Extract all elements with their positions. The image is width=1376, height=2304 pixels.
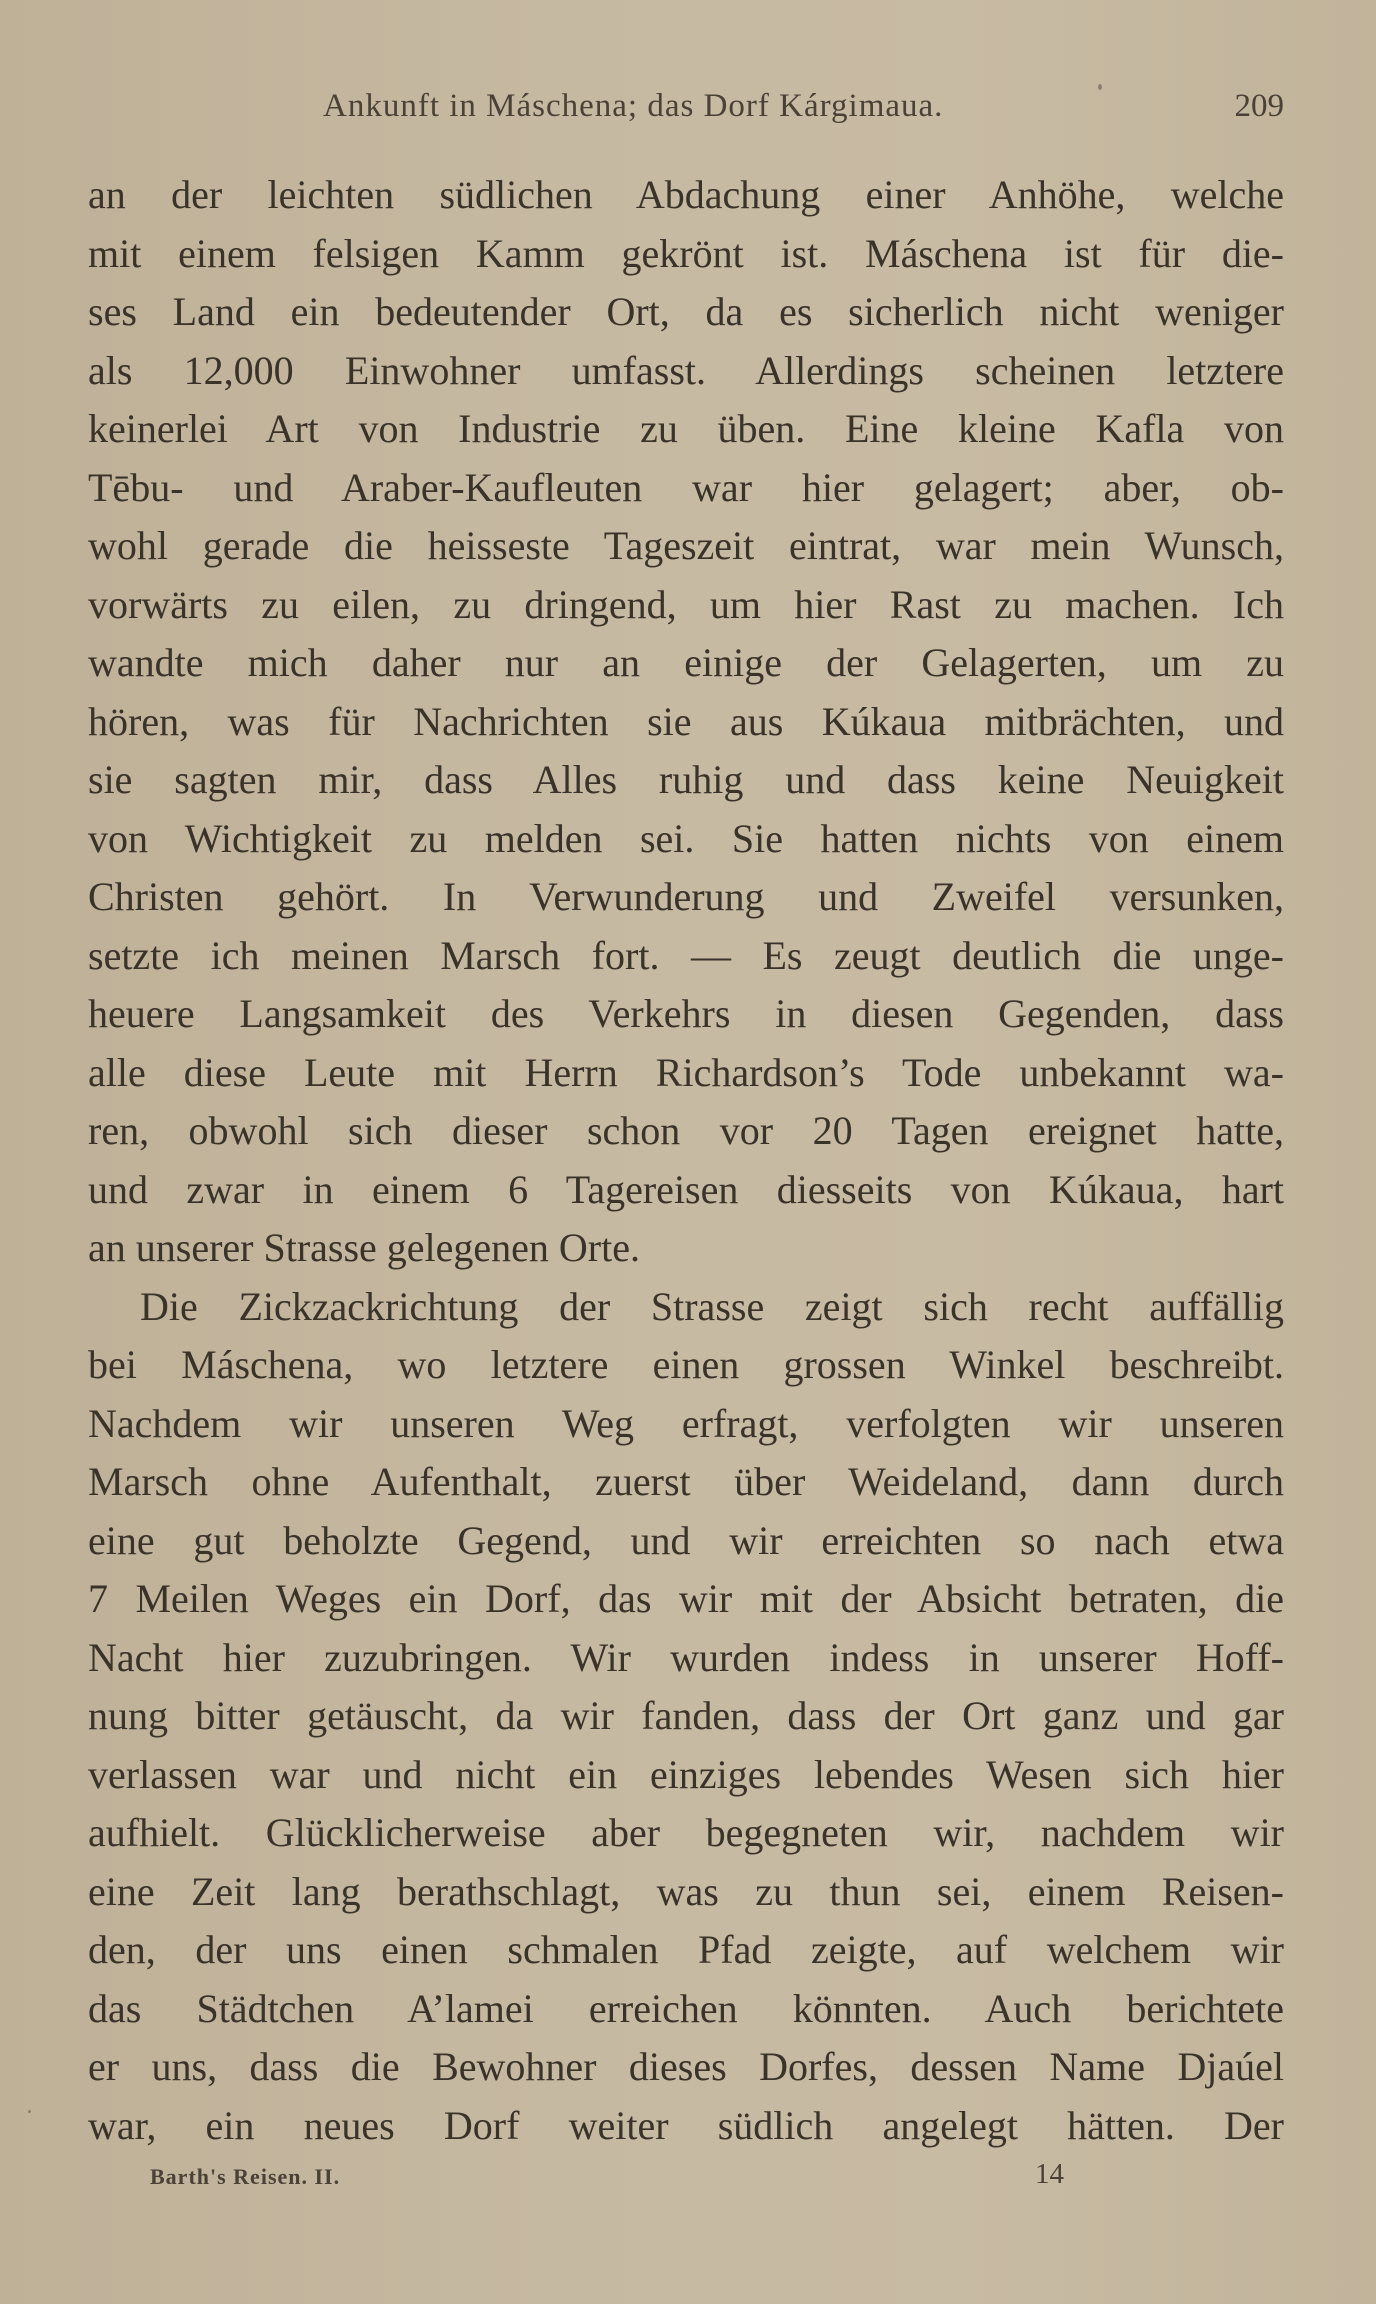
text-line: Marsch ohne Aufenthalt, zuerst über Weideland, dann durch	[88, 1459, 1284, 1504]
text-line: Nachdem wir unseren Weg erfragt, verfolgten wir unseren	[88, 1400, 1284, 1446]
text-line: Die Zickzackrichtung der Strasse zeigt sich recht auffällig	[140, 1283, 1284, 1329]
text-line: er uns, dass die Bewohner dieses Dorfes, dessen Name Djaúel	[88, 2044, 1284, 2089]
text-line: Nacht hier zuzubringen. Wir wurden indess in unserer Hoff-	[88, 1634, 1284, 1680]
text-line: bei Máschena, wo letztere einen grossen Winkel beschreibt.	[88, 1342, 1284, 1387]
text-line: als 12,000 Einwohner umfasst. Allerdings scheinen letztere	[88, 347, 1284, 393]
text-line: an unserer Strasse gelegenen Orte.	[88, 1225, 640, 1270]
text-line: ses Land ein bedeutender Ort, da es sicherlich nicht weniger	[88, 289, 1284, 334]
paragraph	[88, 166, 1284, 1278]
text-line: eine gut beholzte Gegend, und wir erreichten so nach etwa	[88, 1517, 1284, 1563]
text-line: eine Zeit lang berathschlagt, was zu thun sei, einem Reisen-	[88, 1868, 1284, 1914]
text-line: ren, obwohl sich dieser schon vor 20 Tagen ereignet hatte,	[88, 1108, 1284, 1153]
running-title: Ankunft in Máschena; das Dorf Kárgimaua.	[323, 88, 944, 124]
paper-speck	[28, 2110, 31, 2113]
text-line: und zwar in einem 6 Tagereisen diesseits von Kúkaua, hart	[88, 1166, 1284, 1212]
page-number: 209	[1234, 88, 1284, 124]
text-line: alle diese Leute mit Herrn Richardson’s Tode unbekannt wa-	[88, 1049, 1284, 1095]
text-line: verlassen war und nicht ein einziges lebendes Wesen sich hier	[88, 1751, 1284, 1797]
text-line: 7 Meilen Weges ein Dorf, das wir mit der Absicht betraten, die	[88, 1576, 1284, 1621]
paragraph	[88, 1278, 1284, 2156]
text-line: Tēbu- und Araber-Kaufleuten war hier gelagert; aber, ob-	[88, 464, 1284, 510]
text-line: setzte ich meinen Marsch fort. — Es zeugt deutlich die unge-	[88, 932, 1284, 978]
page-header	[88, 88, 1284, 138]
text-line: von Wichtigkeit zu melden sei. Sie hatten nichts von einem	[88, 815, 1284, 861]
text-line: keinerlei Art von Industrie zu üben. Eine kleine Kafla von	[88, 406, 1284, 451]
body-text	[88, 166, 1284, 2155]
printer-signature: Barth's Reisen. II.	[150, 2164, 341, 2189]
text-line: wandte mich daher nur an einige der Gelagerten, um zu	[88, 640, 1284, 685]
text-line: das Städtchen A’lamei erreichen könnten. Auch berichtete	[88, 1985, 1284, 2031]
text-line: den, der uns einen schmalen Pfad zeigte, auf welchem wir	[88, 1927, 1284, 1972]
text-line: an der leichten südlichen Abdachung einer Anhöhe, welche	[88, 172, 1284, 217]
text-line: mit einem felsigen Kamm gekrönt ist. Máschena ist für die-	[88, 230, 1284, 276]
sheet-number: 14	[1035, 2158, 1064, 2190]
text-line: vorwärts zu eilen, zu dringend, um hier Rast zu machen. Ich	[88, 581, 1284, 627]
text-line: nung bitter getäuscht, da wir fanden, dass der Ort ganz und gar	[88, 1693, 1284, 1738]
text-line: wohl gerade die heisseste Tageszeit eintrat, war mein Wunsch,	[88, 523, 1284, 568]
text-line: war, ein neues Dorf weiter südlich angelegt hätten. Der	[88, 2102, 1284, 2148]
text-line: heuere Langsamkeit des Verkehrs in diesen Gegenden, dass	[88, 991, 1284, 1036]
text-line: hören, was für Nachrichten sie aus Kúkaua mitbrächten, und	[88, 698, 1284, 744]
text-line: aufhielt. Glücklicherweise aber begegneten wir, nachdem wir	[88, 1810, 1284, 1855]
text-line: Christen gehört. In Verwunderung und Zweifel versunken,	[88, 874, 1284, 919]
page-footer	[150, 2158, 1150, 2204]
text-line: sie sagten mir, dass Alles ruhig und dass keine Neuigkeit	[88, 757, 1284, 802]
